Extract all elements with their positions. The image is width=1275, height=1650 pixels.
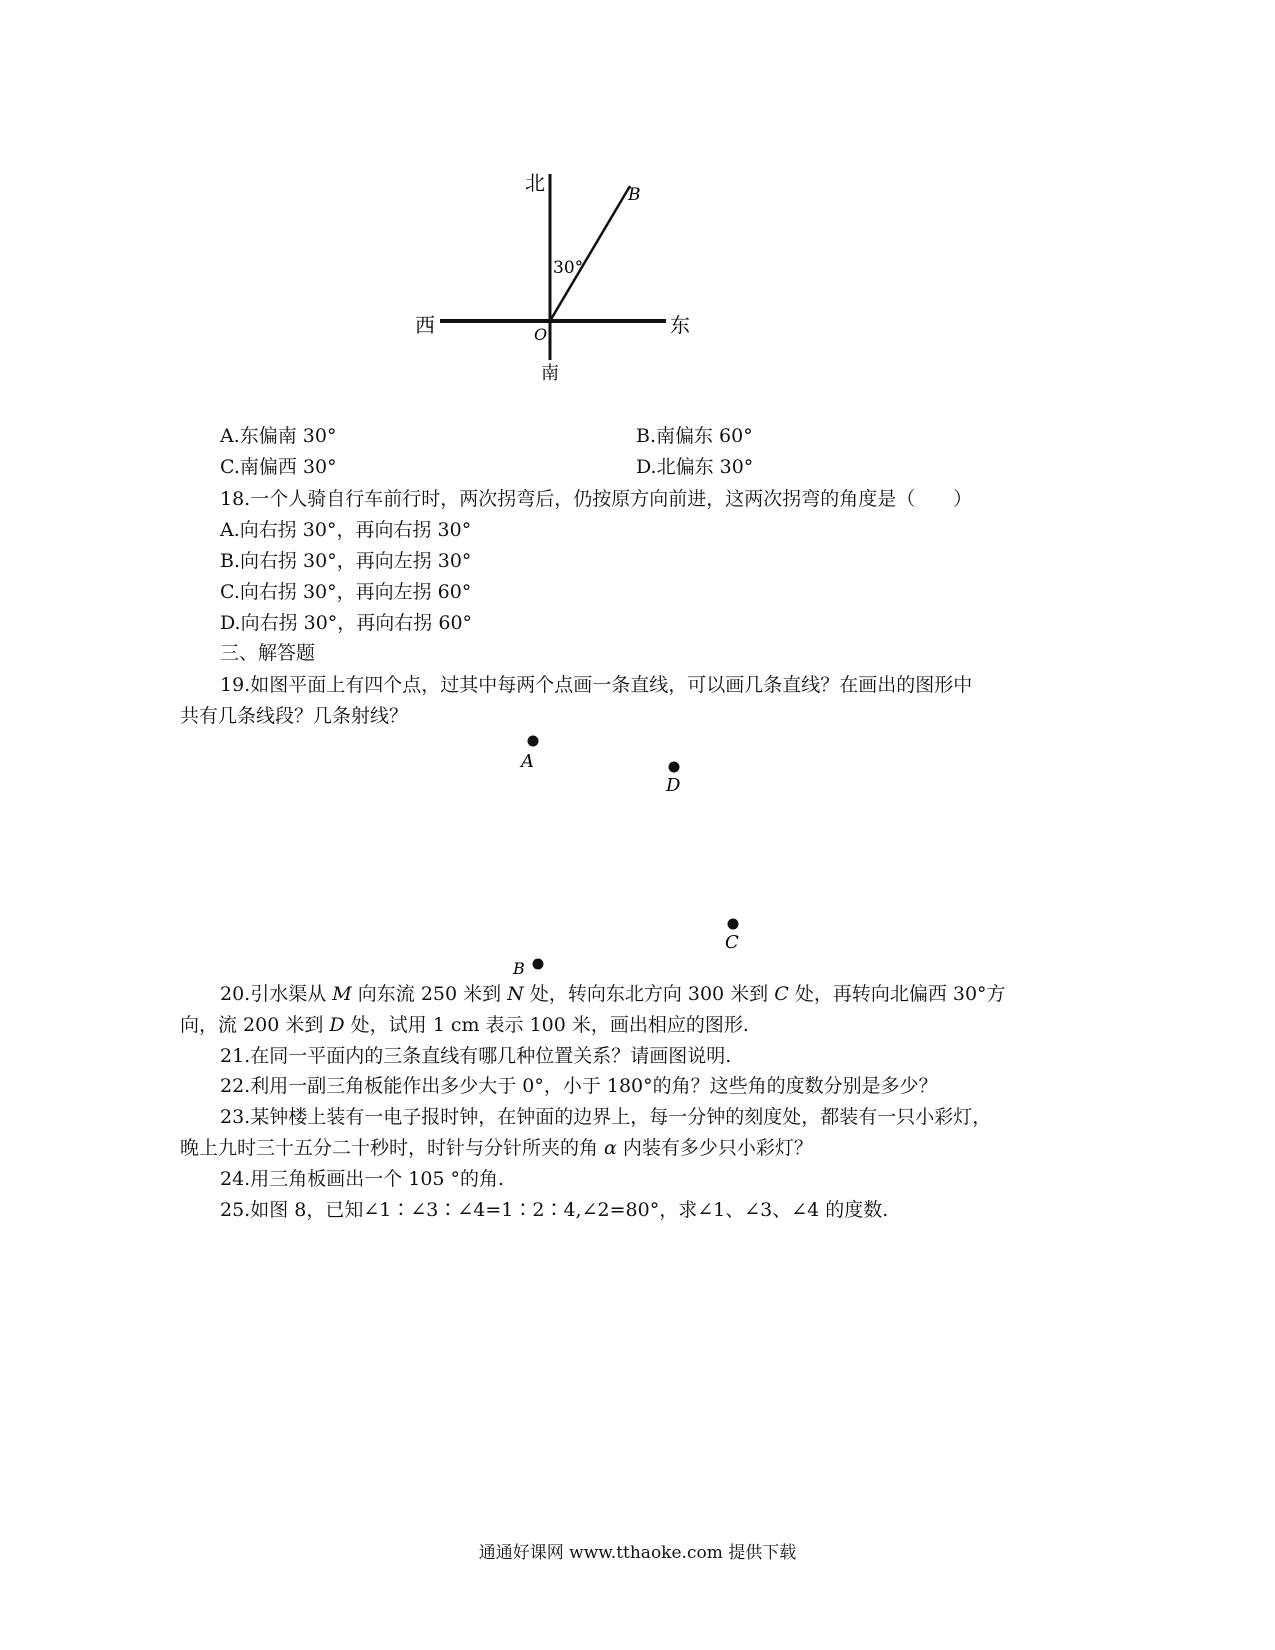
q20-point-d: D — [329, 1014, 345, 1036]
q20-line-1 — [220, 982, 1006, 1006]
q20-text-1: 20.引水渠从 — [220, 983, 333, 1005]
q20-point-m: M — [332, 983, 352, 1005]
section-title: 三、解答题 — [220, 642, 316, 664]
q18-option-d: D.向右拐 30°，再向右拐 60° — [220, 612, 473, 634]
q23-text-2: 内装有多少只小彩灯？ — [616, 1137, 813, 1159]
page-footer: 通通好课网 www.tthaoke.com 提供下载 — [478, 1543, 797, 1563]
point-d — [669, 762, 680, 773]
point-a — [528, 736, 539, 747]
point-c — [728, 919, 739, 930]
q18-option-c: C.向右拐 30°，再向左拐 60° — [220, 581, 472, 603]
q17-option-d: D.北偏东 30° — [636, 456, 754, 478]
point-d-label: D — [666, 775, 681, 796]
point-a-label: A — [521, 751, 534, 772]
q17-option-c: C.南偏西 30° — [220, 456, 337, 478]
north-label: 北 — [525, 171, 545, 195]
point-b-label: B — [628, 185, 641, 205]
q18-option-b: B.向右拐 30°，再向左拐 30° — [220, 550, 472, 572]
q17-option-a: A.东偏南 30° — [220, 425, 337, 447]
south-label: 南 — [541, 363, 559, 384]
q20-point-c: C — [774, 983, 789, 1005]
q20-text-2: 向东流 250 米到 — [351, 983, 508, 1005]
point-b — [533, 959, 544, 970]
four-points-figure — [500, 728, 760, 978]
q19-line-2: 共有几条线段？几条射线？ — [180, 705, 409, 727]
east-label: 东 — [670, 313, 690, 337]
point-c-label: C — [725, 932, 739, 953]
q22: 22.利用一副三角板能作出多少大于 0°，小于 180°的角？这些角的度数分别是多少？ — [220, 1075, 938, 1097]
q20-text-4: 处，再转向北偏西 30°方 — [788, 983, 1006, 1005]
compass-figure — [400, 160, 720, 390]
q25: 25.如图 8，已知∠1∶∠3∶∠4=1∶2∶4,∠2=80°，求∠1、∠3、∠4 的度数. — [220, 1199, 889, 1221]
q21: 21.在同一平面内的三条直线有哪几种位置关系？请画图说明. — [220, 1045, 732, 1067]
ray-ob — [550, 186, 630, 321]
q23-line-1: 23.某钟楼上装有一电子报时钟，在钟面的边界上，每一分钟的刻度处，都装有一只小彩灯， — [220, 1106, 992, 1128]
q20-text-3: 处，转向东北方向 300 米到 — [523, 983, 775, 1005]
q19-line-1: 19.如图平面上有四个点，过其中每两个点画一条直线，可以画几条直线？在画出的图形中 — [220, 674, 973, 696]
q23-alpha: α — [604, 1137, 617, 1159]
q17-option-b: B.南偏东 60° — [636, 425, 753, 447]
west-label: 西 — [415, 313, 435, 337]
q20-point-n: N — [507, 983, 524, 1005]
q20-text-6: 处，试用 1 cm 表示 100 米，画出相应的图形. — [344, 1014, 749, 1036]
q20-line-2 — [180, 1013, 749, 1037]
origin-label: O — [534, 325, 548, 344]
angle-label: 30° — [553, 258, 584, 278]
point-b-label: B — [513, 959, 525, 978]
q18-stem: 18.一个人骑自行车前行时，两次拐弯后，仍按原方向前进，这两次拐弯的角度是（ ） — [220, 488, 973, 510]
q18-option-a: A.向右拐 30°，再向右拐 30° — [220, 519, 472, 541]
q20-text-5: 向，流 200 米到 — [180, 1014, 330, 1036]
q23-text-1: 晚上九时三十五分二十秒时，时针与分针所夹的角 — [180, 1137, 605, 1159]
q24: 24.用三角板画出一个 105 °的角. — [220, 1168, 505, 1190]
q23-line-2 — [180, 1136, 813, 1160]
